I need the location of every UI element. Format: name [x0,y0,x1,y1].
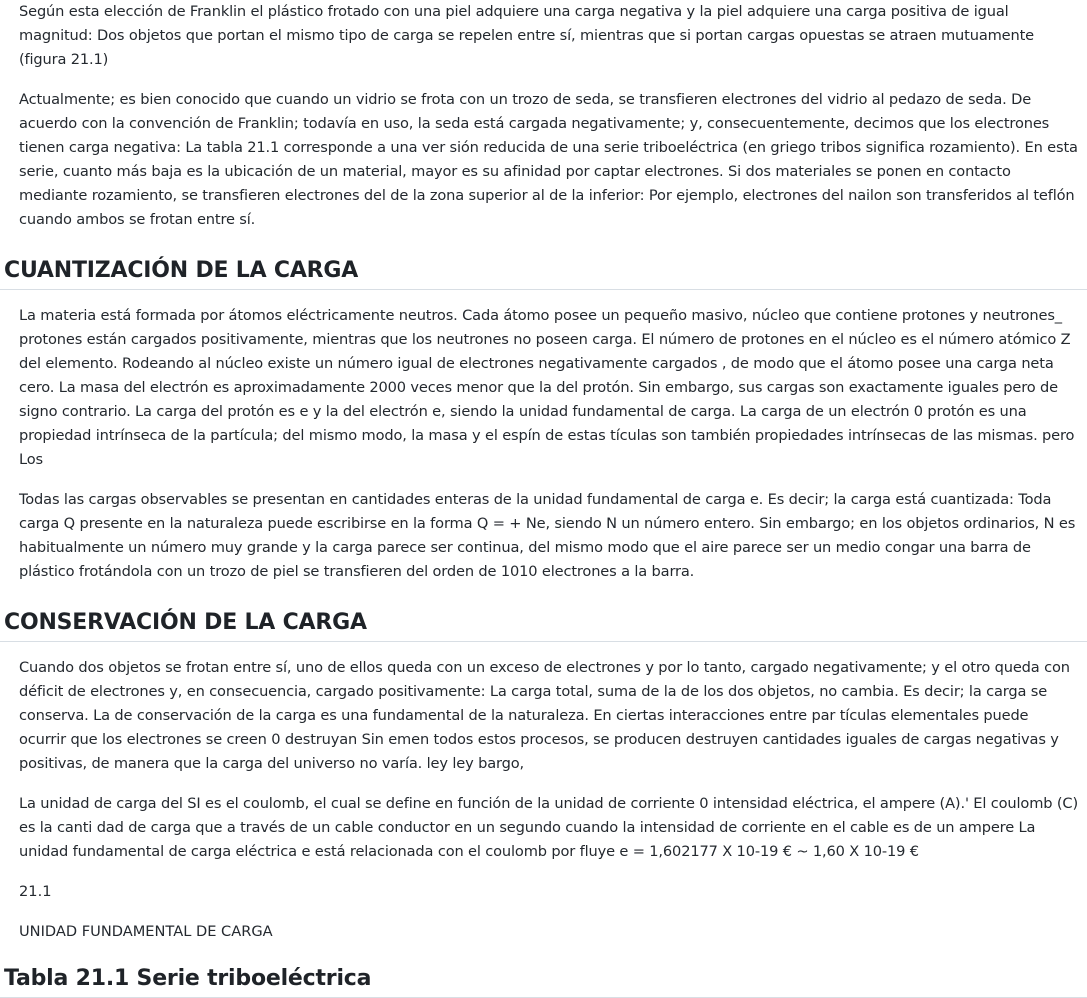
paragraph-triboelectric-series: Actualmente; es bien conocido que cuando un vidrio se frota con un trozo de seda, se transfieren electrones del vidrio al pedazo de seda. De acuerdo con la convención de Franklin; todavía en uso, la seda está cargada negativamente; y, consecuentemente, decimos que los electrones tienen carga negativa: La tabla 21.1 corresponde a una ver sión reducida de una serie triboeléctrica (en griego tribos significa rozamiento). En esta serie, cuanto más baja es la ubicación de un material, mayor es su afinidad por captar electrones. Si dos materiales se ponen en contacto mediante rozamiento, se transfieren electrones del de la zona superior al de la inferior: Por ejemplo, electrones del nailon son transferidos al teflón cuando ambos se frotan entre sí. [19,91,1078,228]
paragraph-coulomb-unit: La unidad de carga del SI es el coulomb, el cual se define en función de la unidad de corriente 0 intensidad eléctrica, el ampere (A).' El coulomb (C) es la canti dad de carga que a través de un cable conductor en un segundo cuando la intensidad de corriente en el cable es de un ampere La unidad fundamental de carga eléctrica e está relacionada con el coulomb por fluye e = 1,602177 X 10-19 € ~ 1,60 X 10-19 € [19,795,1078,860]
section-heading-conservation [0,608,1087,642]
caption-fundamental-charge: UNIDAD FUNDAMENTAL DE CARGA [19,923,273,940]
heading-divider [0,641,1087,642]
heading-quantization: CUANTIZACIÓN DE LA CARGA [4,258,359,283]
equation-number: 21.1 [19,883,52,900]
paragraph-franklin-charge: Según esta elección de Franklin el plástico frotado con una piel adquiere una carga negativa y la piel adquiere una carga positiva de igual magnitud: Dos objetos que portan el mismo tipo de carga se repelen entre sí, mientras que si portan cargas opuestas se atraen mutuamente (figura 21.1) [19,3,1035,68]
section-heading-quantization [0,256,1087,290]
heading-conservation: CONSERVACIÓN DE LA CARGA [4,610,367,635]
heading-divider [0,289,1087,290]
paragraph-atomic-structure: La materia está formada por átomos eléctricamente neutros. Cada átomo posee un pequeño masivo, núcleo que contiene protones y neutrones_ protones están cargados positivamente, mientras que los neutrones no poseen carga. El número de protones en el núcleo es el número atómico Z del elemento. Rodeando al núcleo existe un número igual de electrones negativamente cargados , de modo que el átomo posee una carga neta cero. La masa del electrón es aproximadamente 2000 veces menor que la del protón. Sin embargo, sus cargas son exactamente iguales pero de signo contrario. La carga del protón es e y la del electrón e, siendo la unidad fundamental de carga. La carga de un electrón 0 protón es una propiedad intrínseca de la partícula; del mismo modo, la masa y el espín de estas tículas son también propiedades intrínsecas de las mismas. pero Los [19,307,1075,468]
paragraph-charge-conservation: Cuando dos objetos se frotan entre sí, uno de ellos queda con un exceso de electrones y por lo tanto, cargado negativamente; y el otro queda con déficit de electrones y, en consecuencia, cargado positivamente: La carga total, suma de la de los dos objetos, no cambia. Es decir; la carga se conserva. La de conservación de la carga es una fundamental de la naturaleza. En ciertas interacciones entre par tículas elementales puede ocurrir que los electrones se creen 0 destruyan Sin emen todos estos procesos, se producen destruyen cantidades iguales de cargas negativas y positivas, de manera que la carga del universo no varía. ley ley bargo, [19,659,1070,772]
heading-table-triboelectric: Tabla 21.1 Serie triboeléctrica [4,966,372,991]
paragraph-quantized-charge: Todas las cargas observables se presentan en cantidades enteras de la unidad fundamental de carga e. Es decir; la carga está cuantizada: Toda carga Q presente en la naturaleza puede escribirse en la forma Q = + Ne, siendo N un número entero. Sin embargo; en los objetos ordinarios, N es habitualmente un número muy grande y la carga parece ser continua, del mismo modo que el aire parece ser un medio congar una barra de plástico frotándola con un trozo de piel se transfieren del orden de 1010 electrones a la barra. [19,491,1076,580]
